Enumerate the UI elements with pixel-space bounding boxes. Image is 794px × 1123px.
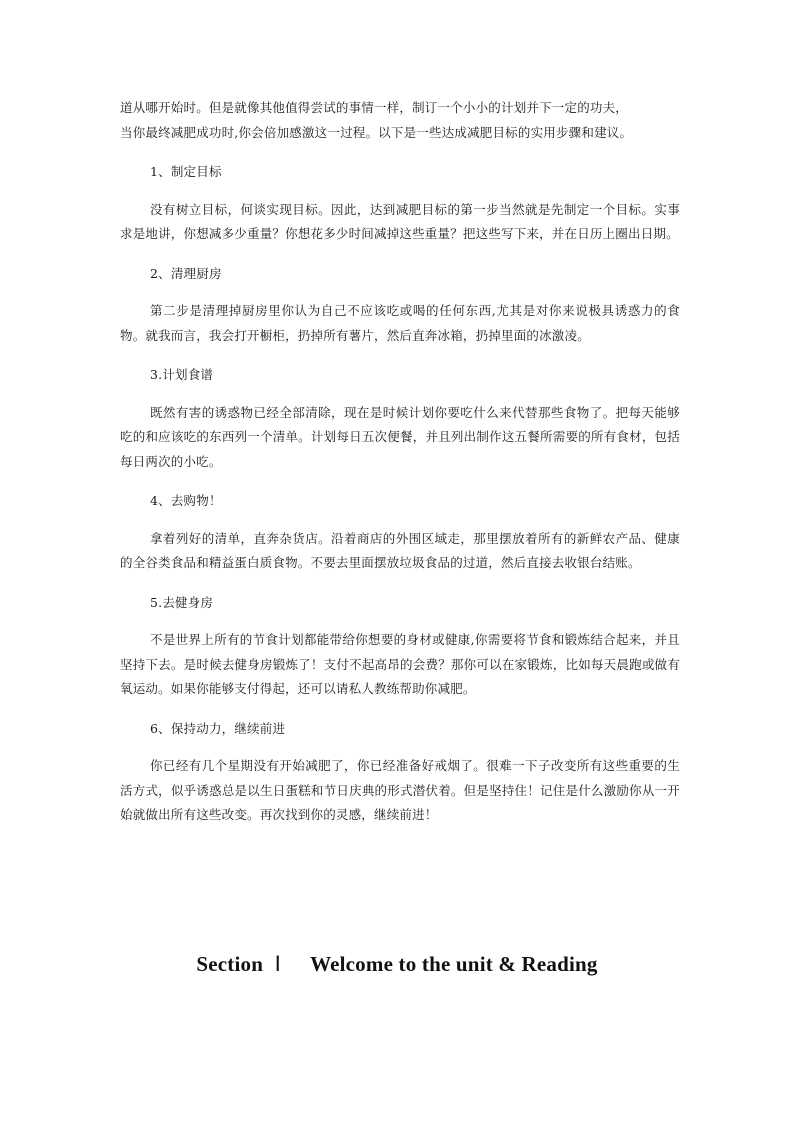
article-body <box>120 96 680 828</box>
step-3-heading: 3.计划食谱 <box>150 367 214 382</box>
step-6-text: 你已经有几个星期没有开始减肥了，你已经准备好戒烟了。很难一下子改变所有这些重要的生活方式，似乎诱惑总是以生日蛋糕和节日庆典的形式潜伏着。但是坚持住！记住是什么激励你从一开始就做出所有这些改变。再次找到你的灵感，继续前进！ <box>120 758 680 822</box>
step-5-heading: 5.去健身房 <box>150 594 214 610</box>
step-2-heading: 2、清理厨房 <box>150 265 222 281</box>
section-heading: Welcome to the unit & Reading <box>310 952 598 976</box>
step-1-heading: 1、制定目标 <box>150 164 222 179</box>
step-1-text: 没有树立目标，何谈实现目标。因此，达到减肥目标的第一步当然就是先制定一个目标。实事求是地讲，你想减多少重量？你想花多少时间减掉这些重量？把这些写下来，并在日历上圈出日期。 <box>120 201 680 241</box>
section-label: Section <box>196 952 264 976</box>
step-3-text: 既然有害的诱惑物已经全部清除，现在是时候计划你要吃什么来代替那些食物了。把每天能够吃的和应该吃的东西列一个清单。计划每日五次便餐，并且列出制作这五餐所需要的所有食材，包括每日两次的小吃。 <box>120 404 680 469</box>
step-6-heading: 6、保持动力，继续前进 <box>150 720 286 736</box>
step-4-heading: 4、去购物！ <box>150 493 222 508</box>
section-title <box>0 952 794 977</box>
step-5-text: 不是世界上所有的节食计划都能带给你想要的身材或健康,你需要将节食和锻炼结合起来，并且坚持下去。是时候去健身房锻炼了！支付不起高昂的会费？那你可以在家锻炼，比如每天晨跑或做有氧运动。如果你能够支付得起，还可以请私人教练帮助你减肥。 <box>120 632 680 696</box>
section-number: Ⅰ <box>274 952 281 976</box>
intro-line-1: 道从哪开始时。但是就像其他值得尝试的事情一样，制订一个小小的计划并下一定的功夫， <box>120 100 629 115</box>
step-4-text: 拿着列好的清单，直奔杂货店。沿着商店的外围区域走，那里摆放着所有的新鲜农产品、健康的全谷类食品和精益蛋白质食物。不要去里面摆放垃圾食品的过道，然后直接去收银台结账。 <box>120 530 680 570</box>
intro-line-2: 当你最终减肥成功时,你会倍加感激这一过程。以下是一些达成减肥目标的实用步骤和建议。 <box>120 124 633 140</box>
step-2-text: 第二步是清理掉厨房里你认为自己不应该吃或喝的任何东西,尤其是对你来说极具诱惑力的食物。就我而言，我会打开橱柜，扔掉所有薯片，然后直奔冰箱，扔掉里面的冰激凌。 <box>120 303 680 343</box>
